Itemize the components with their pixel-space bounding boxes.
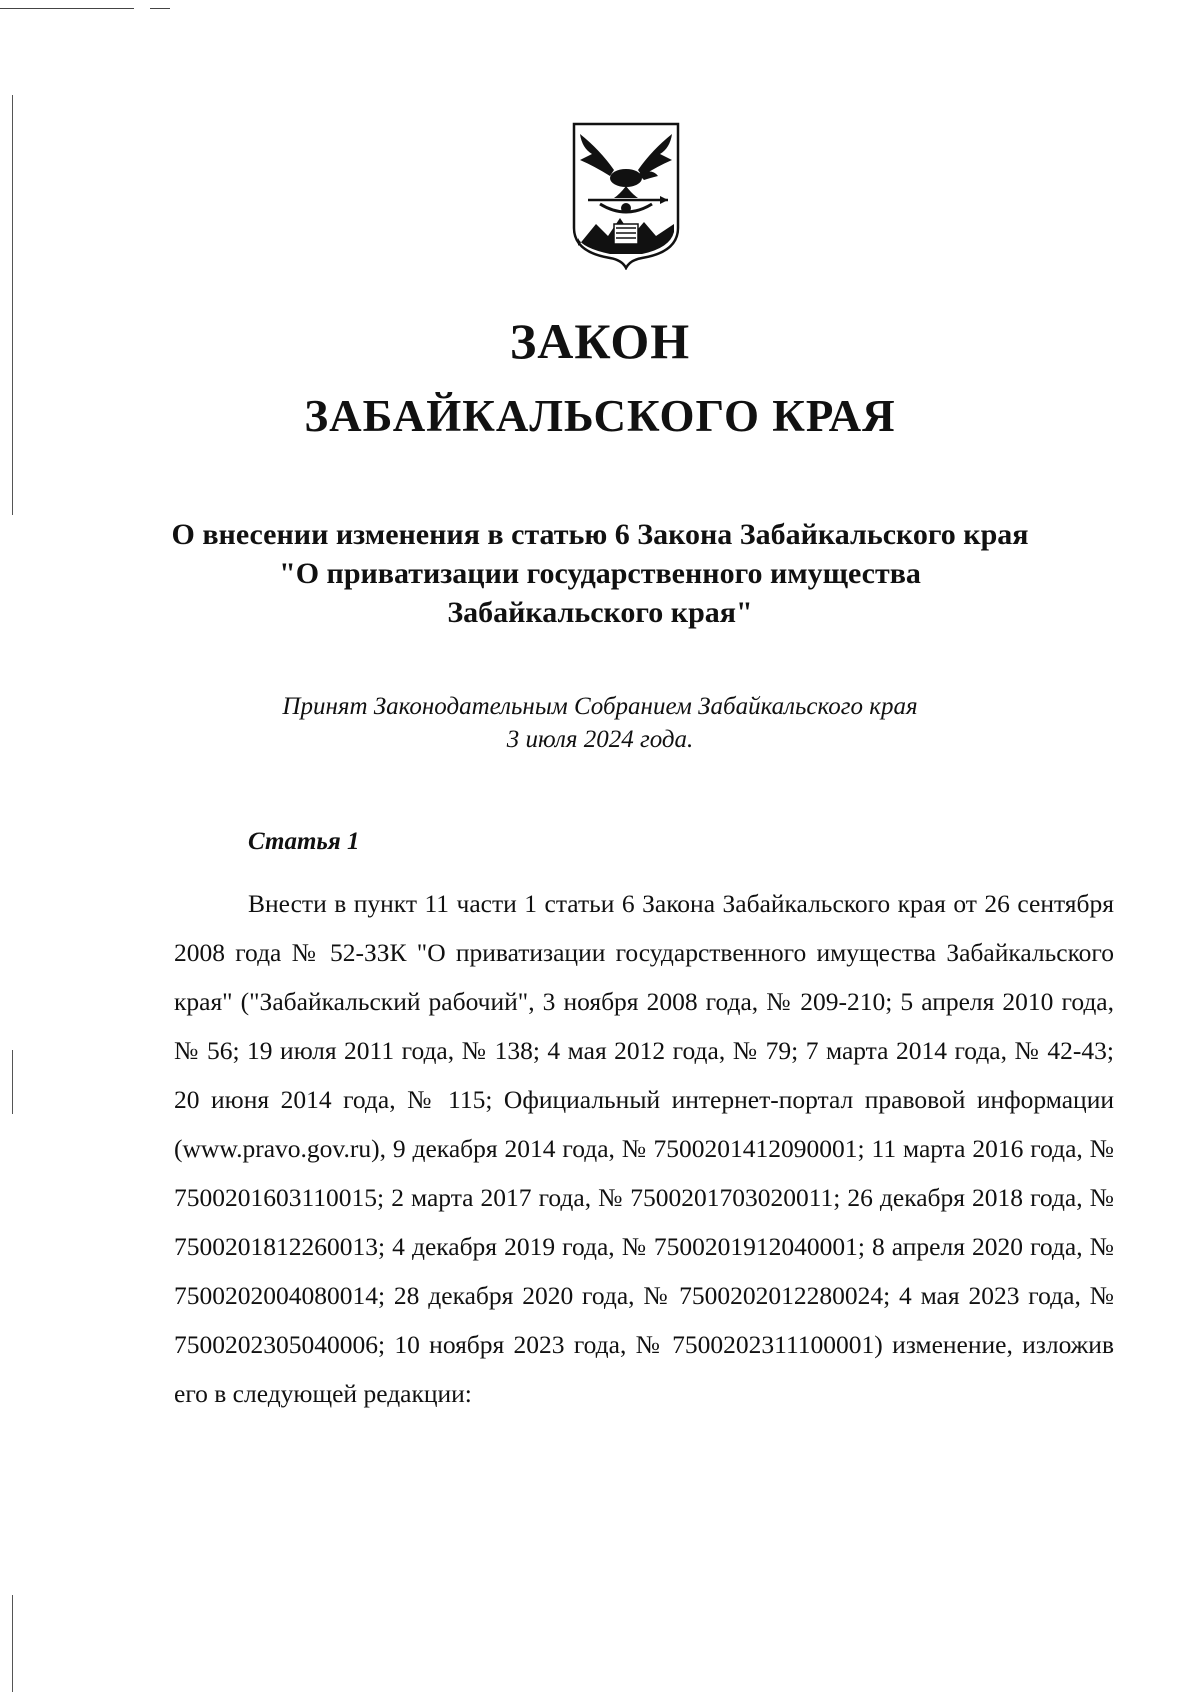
region-title: ЗАБАЙКАЛЬСКОГО КРАЯ — [304, 391, 896, 441]
adoption-body: Принят Законодательным Собранием Забайкальского края — [282, 693, 918, 720]
adoption-date: 3 июля 2024 года. — [506, 726, 694, 753]
scan-artifact — [12, 1050, 13, 1114]
law-subject-line: Забайкальского края" — [447, 596, 753, 629]
article-heading: Статья 1 — [248, 828, 360, 855]
coat-of-arms-icon — [570, 120, 682, 270]
law-subject-line: О внесении изменения в статью 6 Закона Забайкальского края — [171, 518, 1029, 551]
article-text: Внести в пункт 11 части 1 статьи 6 Закона Забайкальского края от 26 сентября 2008 года № 52-ЗЗК "О приватизации государственного имущества Забайкальского края" ("Забайкальский рабочий", 3 ноября 2008 года, № 209-210; 5 апреля 2010 года, № 56; 19 июля 2011 года, № 138; 4 мая 2012 года, № 79; 7 марта 2014 года, № 42-43; 20 июня 2014 года, № 115; Официальный интернет-портал правовой информации (www.pravo.gov.ru), 9 декабря 2014 года, № 7500201412090001; 11 марта 2016 года, № 7500201603110015; 2 марта 2017 года, № 7500201703020011; 26 декабря 2018 года, № 7500201812260013; 4 декабря 2019 года, № 7500201912040001; 8 апреля 2020 года, № 7500202004080014; 28 декабря 2020 года, № 7500202012280024; 4 мая 2023 года, № 7500202305040006; 10 ноября 2023 года, № 7500202311100001) изменение, изложив его в следующей редакции: — [174, 889, 1114, 1408]
scan-artifact — [12, 95, 13, 515]
law-title: ЗАКОН — [509, 313, 691, 369]
scan-artifact — [12, 1595, 13, 1692]
scan-artifact — [150, 8, 170, 9]
law-subject — [100, 515, 1100, 632]
adoption-note — [100, 690, 1100, 756]
law-subject-line: "О приватизации государственного имущества — [279, 557, 921, 590]
scan-artifact — [0, 8, 134, 9]
